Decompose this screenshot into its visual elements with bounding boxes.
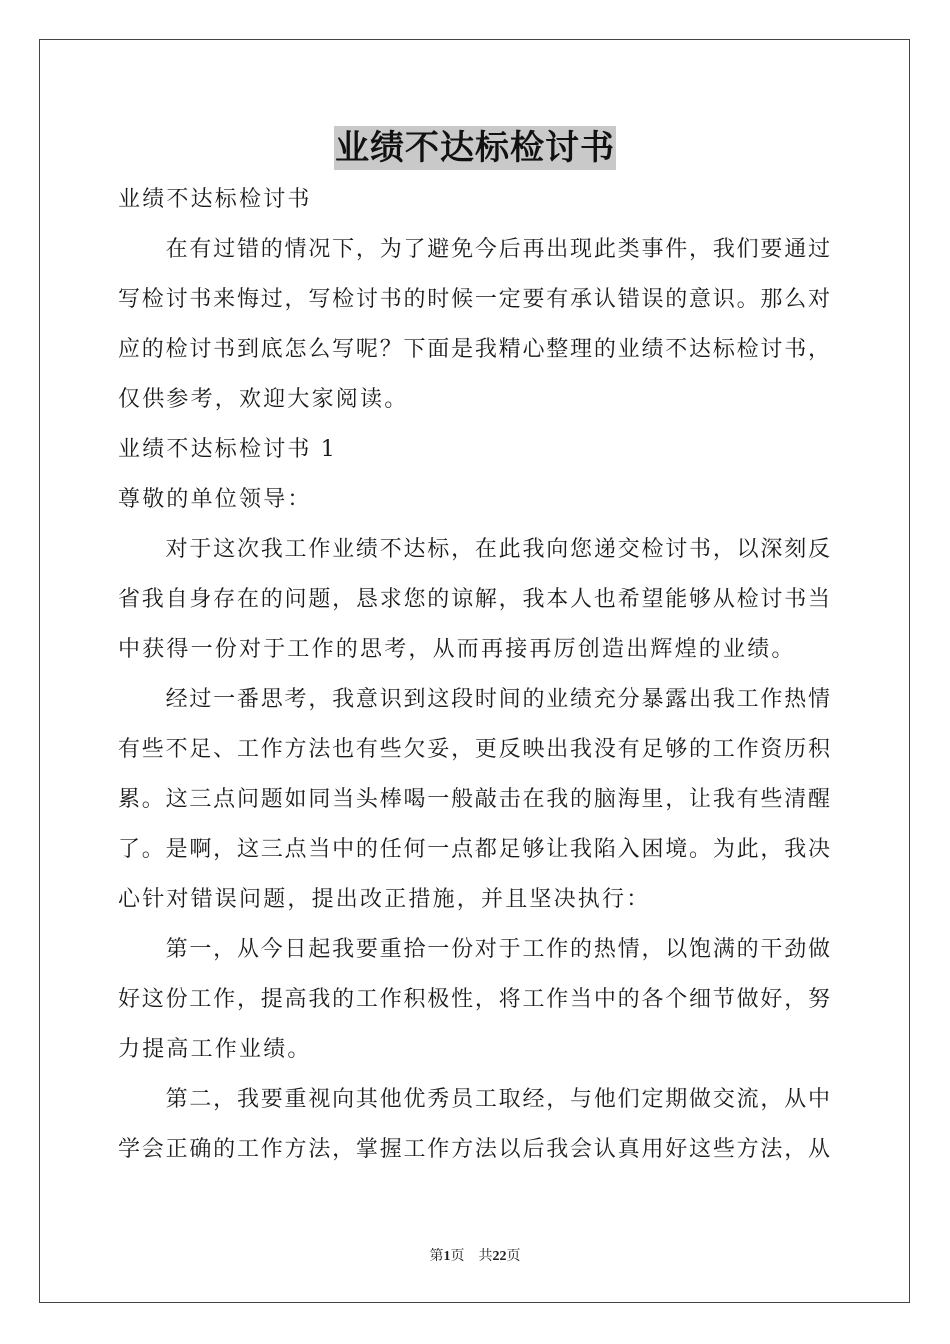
document-title: 业绩不达标检讨书 bbox=[335, 128, 615, 168]
page-mid: 页 共 bbox=[450, 1248, 493, 1264]
paragraph-line: 心针对错误问题，提出改正措施，并且坚决执行： bbox=[118, 887, 651, 912]
page-suffix: 页 bbox=[506, 1248, 521, 1264]
title-container bbox=[0, 126, 950, 170]
paragraph-line: 第一，从今日起我要重拾一份对于工作的热情，以饱满的干劲做 bbox=[118, 937, 830, 962]
page-footer bbox=[0, 1246, 950, 1267]
paragraph-line: 中获得一份对于工作的思考，从而再接再厉创造出辉煌的业绩。 bbox=[118, 637, 796, 662]
paragraph-line: 应的检讨书到底怎么写呢？下面是我精心整理的业绩不达标检讨书， bbox=[118, 337, 830, 362]
page-current: 1 bbox=[443, 1249, 451, 1264]
page-total: 22 bbox=[492, 1249, 507, 1264]
paragraph-line: 仅供参考，欢迎大家阅读。 bbox=[118, 387, 409, 412]
paragraph-line: 在有过错的情况下，为了避免今后再出现此类事件，我们要通过 bbox=[118, 237, 830, 262]
paragraph-line: 好这份工作，提高我的工作积极性，将工作当中的各个细节做好，努 bbox=[118, 987, 830, 1012]
page-prefix: 第 bbox=[429, 1248, 444, 1264]
subtitle-line: 业绩不达标检讨书 bbox=[118, 187, 312, 212]
paragraph-line: 有些不足、工作方法也有些欠妥，更反映出我没有足够的工作资历积 bbox=[118, 737, 830, 762]
paragraph-line: 写检讨书来悔过，写检讨书的时候一定要有承认错误的意识。那么对 bbox=[118, 287, 830, 312]
section-heading: 业绩不达标检讨书 1 bbox=[118, 437, 337, 462]
paragraph-line: 省我自身存在的问题，恳求您的谅解，我本人也希望能够从检讨书当 bbox=[118, 587, 830, 612]
paragraph-line: 第二，我要重视向其他优秀员工取经，与他们定期做交流，从中 bbox=[118, 1087, 830, 1112]
paragraph-line: 力提高工作业绩。 bbox=[118, 1037, 312, 1062]
paragraph-line: 累。这三点问题如同当头棒喝一般敲击在我的脑海里，让我有些清醒 bbox=[118, 787, 830, 812]
paragraph-line: 学会正确的工作方法，掌握工作方法以后我会认真用好这些方法，从 bbox=[118, 1137, 830, 1162]
paragraph-line: 了。是啊，这三点当中的任何一点都足够让我陷入困境。为此，我决 bbox=[118, 837, 830, 862]
paragraph-line: 经过一番思考，我意识到这段时间的业绩充分暴露出我工作热情 bbox=[118, 687, 830, 712]
salutation: 尊敬的单位领导： bbox=[118, 487, 312, 512]
paragraph-line: 对于这次我工作业绩不达标，在此我向您递交检讨书，以深刻反 bbox=[118, 537, 830, 562]
